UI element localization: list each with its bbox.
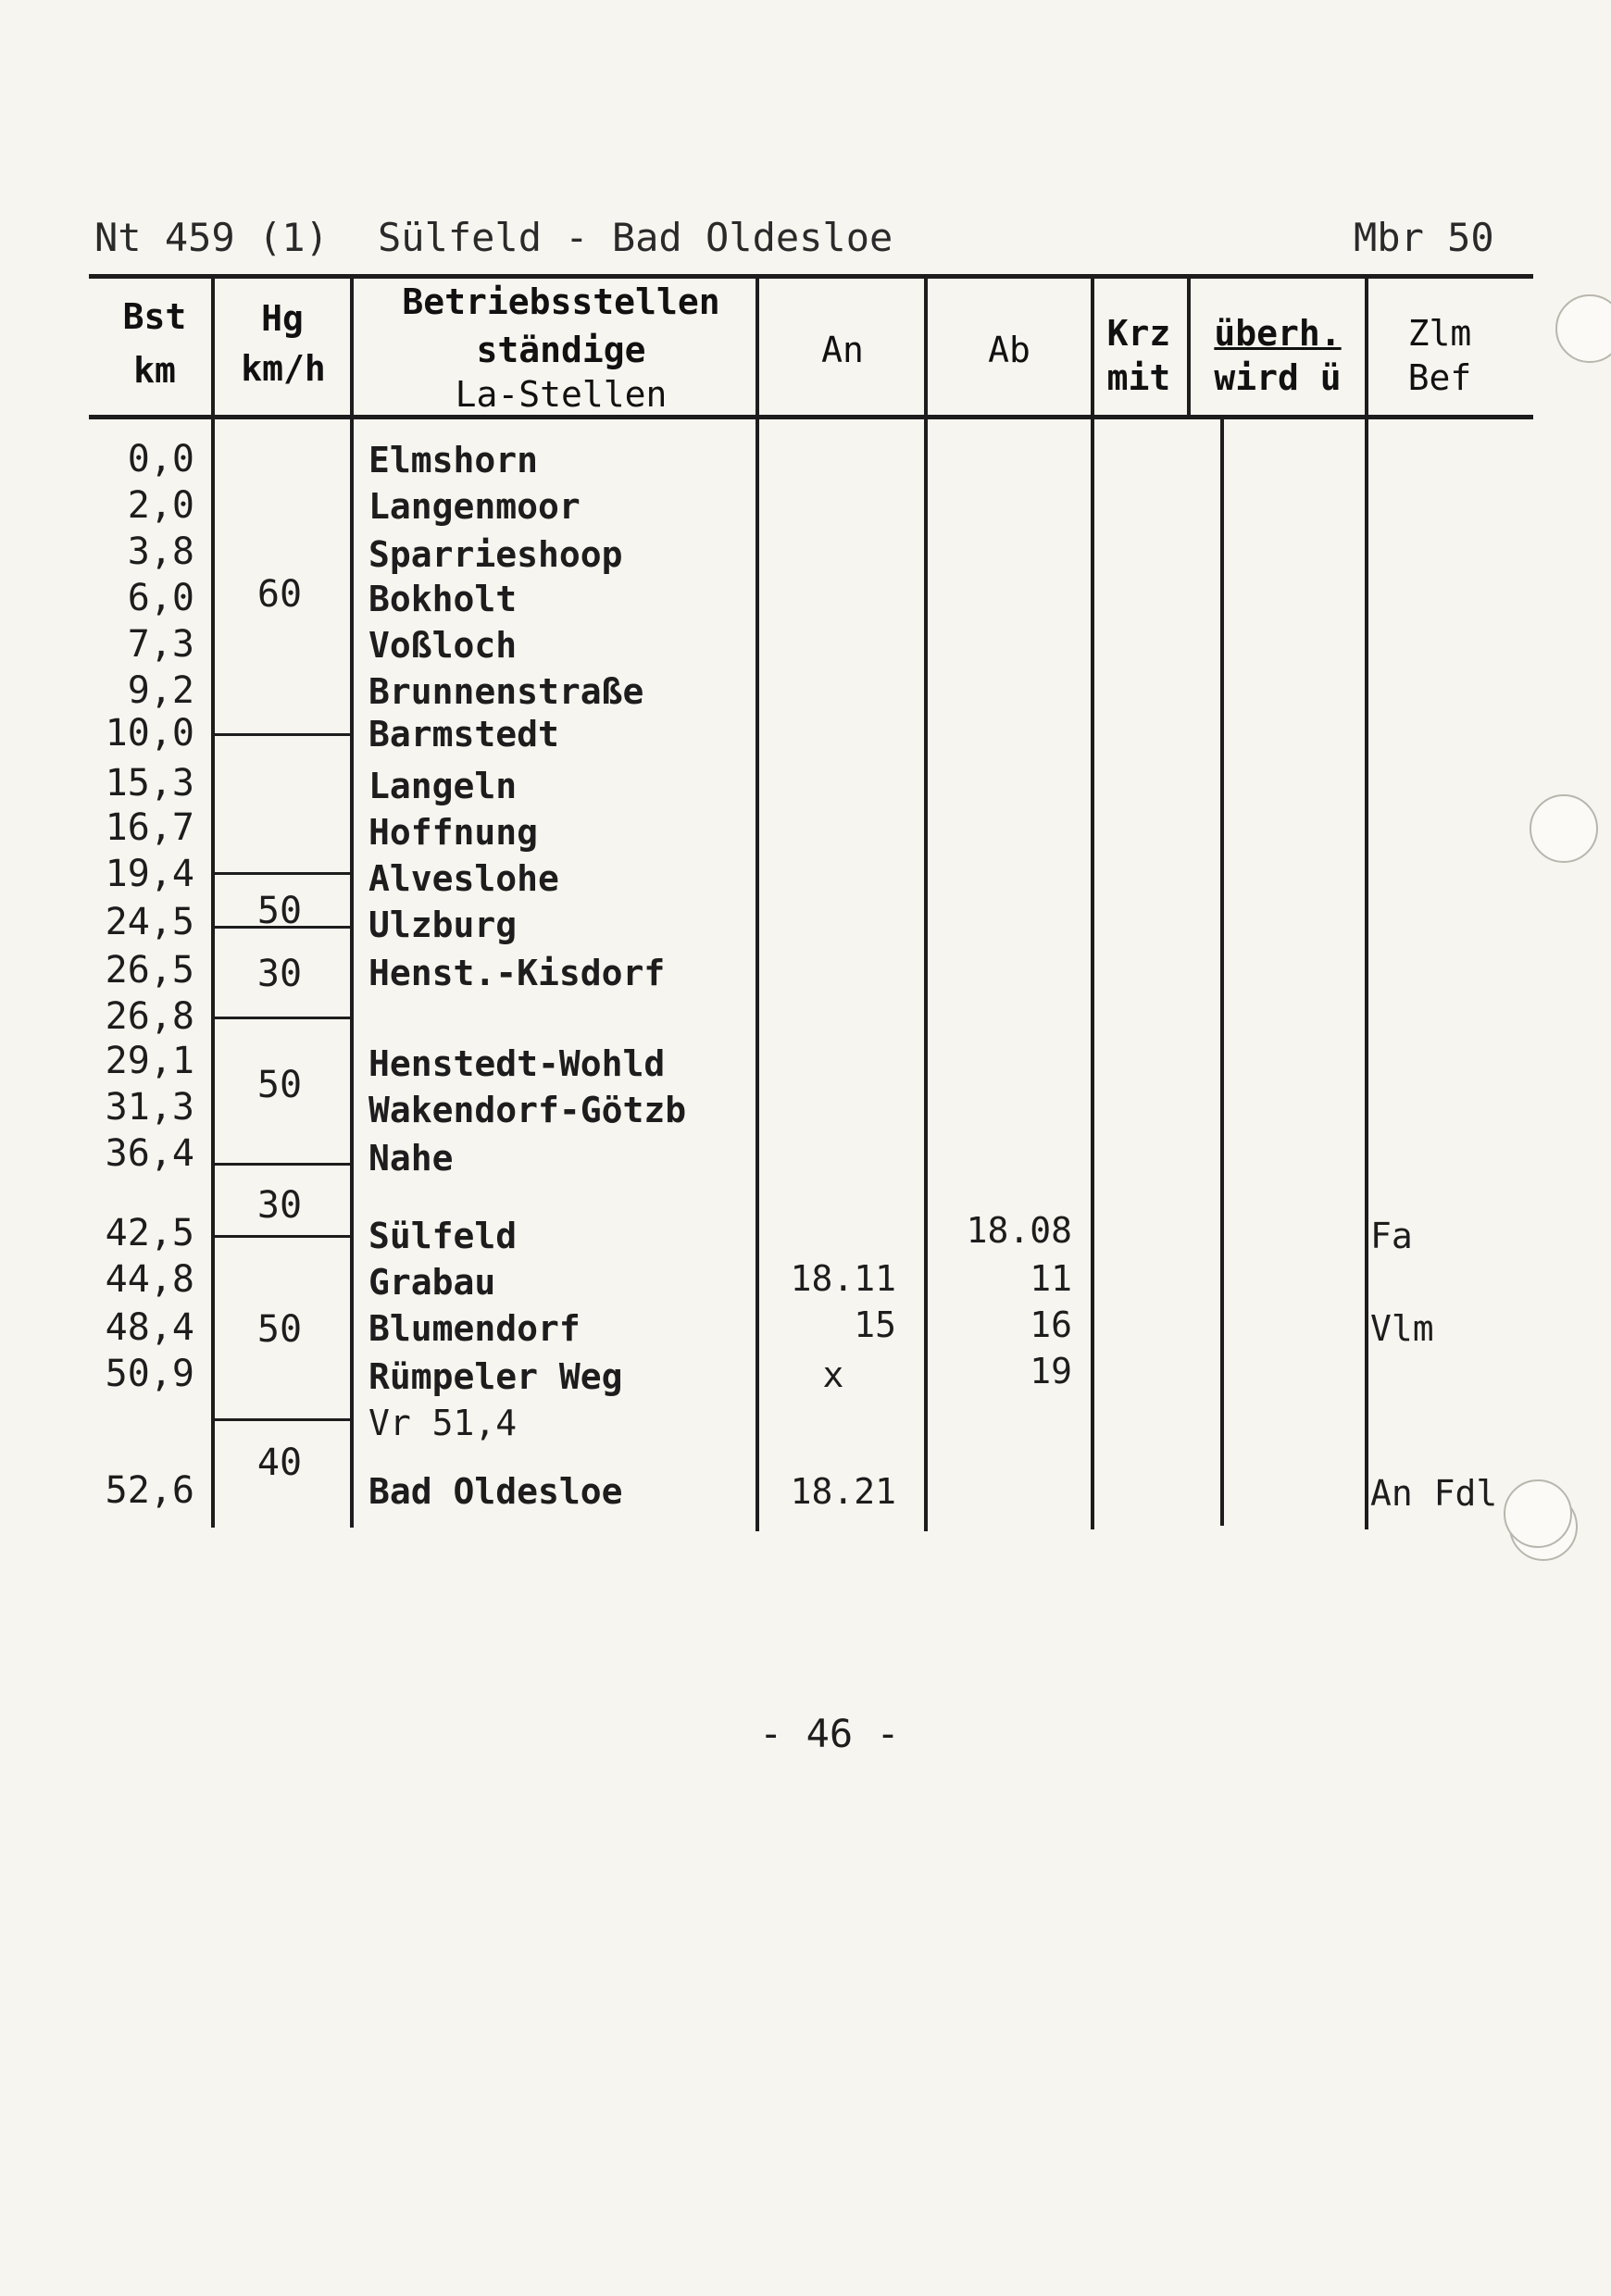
station-name: Vr 51,4 [368,1403,518,1443]
km-value: 50,9 [105,1353,194,1395]
arrival-time: 18.11 [790,1258,896,1299]
col-bef-label: Bef [1407,357,1472,398]
col-krz-label: Krz [1106,313,1171,354]
col-lastellen-label: La-Stellen [455,374,668,415]
km-value: 29,1 [105,1040,194,1082]
km-value: 9,2 [127,669,194,712]
col-hg-label: Hg [261,298,304,339]
col-staendige-label: ständige [476,330,646,370]
km-value: 2,0 [127,484,194,527]
station-name: Sparrieshoop [368,534,623,575]
punch-hole-icon [1504,1479,1572,1548]
route-name: Sülfeld - Bad Oldesloe [378,215,893,260]
col-kmh-label: km/h [241,348,326,389]
station-name: Langenmoor [368,486,581,527]
speed-value: 30 [256,953,303,995]
speed-value: 40 [256,1441,303,1484]
station-name: Rümpeler Weg [368,1356,623,1397]
col-rule [1220,418,1224,1526]
speed-value: 50 [256,1064,303,1106]
speed-change-mark [213,1163,350,1166]
km-value: 7,3 [127,623,194,666]
station-name: Hoffnung [368,812,539,853]
arrival-time: 15 [854,1304,896,1345]
col-wird-label: wird ü [1214,357,1342,398]
station-name: Wakendorf-Götzb [368,1090,687,1130]
col-rule [1187,276,1191,418]
col-rule [924,276,928,1531]
col-stations-label: Betriebsstellen [402,281,720,322]
station-name: Elmshorn [368,440,539,480]
departure-time: 16 [1030,1304,1072,1345]
col-rule [1091,276,1094,1529]
col-km-label: km [133,350,176,391]
station-name: Nahe [368,1138,454,1179]
km-value: 15,3 [105,762,194,805]
departure-time: 11 [1030,1258,1072,1299]
train-note: An Fdl [1370,1473,1498,1514]
station-name: Bad Oldesloe [368,1471,623,1512]
train-note: Fa [1370,1216,1413,1256]
speed-change-mark [213,1017,350,1019]
speed-change-mark [213,733,350,736]
station-name: Henst.-Kisdorf [368,953,666,993]
station-name: Bokholt [368,579,518,619]
brake-ratio: Mbr 50 [1354,215,1494,260]
station-name: Sülfeld [368,1216,518,1256]
col-zlm-label: Zlm [1407,313,1472,354]
col-ueberh-label: überh. [1214,313,1342,354]
station-name: Blumendorf [368,1308,581,1349]
speed-value: 50 [256,1308,303,1351]
station-name: Voßloch [368,625,518,666]
speed-value: 30 [256,1184,303,1227]
punch-hole-icon [1530,794,1598,863]
punch-hole-icon [1555,294,1611,363]
speed-value: 60 [256,573,303,616]
km-value: 3,8 [127,530,194,573]
arrival-time: x [822,1354,844,1395]
km-value: 24,5 [105,901,194,943]
departure-time: 18.08 [966,1210,1072,1251]
station-name: Langeln [368,766,518,806]
station-name: Henstedt-Wohld [368,1043,666,1084]
speed-change-mark [213,872,350,875]
header-bottom-rule [89,415,1533,419]
km-value: 0,0 [127,438,194,480]
route-code: Nt 459 (1) [94,215,329,260]
km-value: 26,5 [105,949,194,992]
col-ab-label: Ab [988,330,1030,370]
train-note: Vlm [1370,1308,1434,1349]
arrival-time: 18.21 [790,1471,896,1512]
station-name: Alveslohe [368,858,559,899]
station-name: Grabau [368,1262,496,1303]
km-value: 36,4 [105,1132,194,1175]
km-value: 48,4 [105,1306,194,1349]
km-value: 42,5 [105,1212,194,1254]
departure-time: 19 [1030,1351,1072,1391]
km-value: 26,8 [105,995,194,1038]
col-rule [1365,276,1368,1529]
km-value: 44,8 [105,1258,194,1301]
col-mit-label: mit [1106,357,1171,398]
speed-change-mark [213,1235,350,1238]
station-name: Brunnenstraße [368,671,644,712]
col-rule [211,276,215,1528]
km-value: 16,7 [105,806,194,849]
km-value: 19,4 [105,853,194,895]
km-value: 31,3 [105,1086,194,1129]
km-value: 10,0 [105,712,194,755]
page-number: - 46 - [759,1711,900,1756]
km-value: 52,6 [105,1469,194,1512]
station-name: Barmstedt [368,714,559,755]
col-rule [350,276,354,1528]
speed-change-mark [213,1418,350,1421]
station-name: Ulzburg [368,905,518,945]
km-value: 6,0 [127,577,194,619]
header-top-rule [89,274,1533,279]
col-rule [756,276,759,1531]
col-bst-label: Bst [122,296,187,337]
col-an-label: An [821,330,864,370]
speed-value: 50 [256,890,303,932]
